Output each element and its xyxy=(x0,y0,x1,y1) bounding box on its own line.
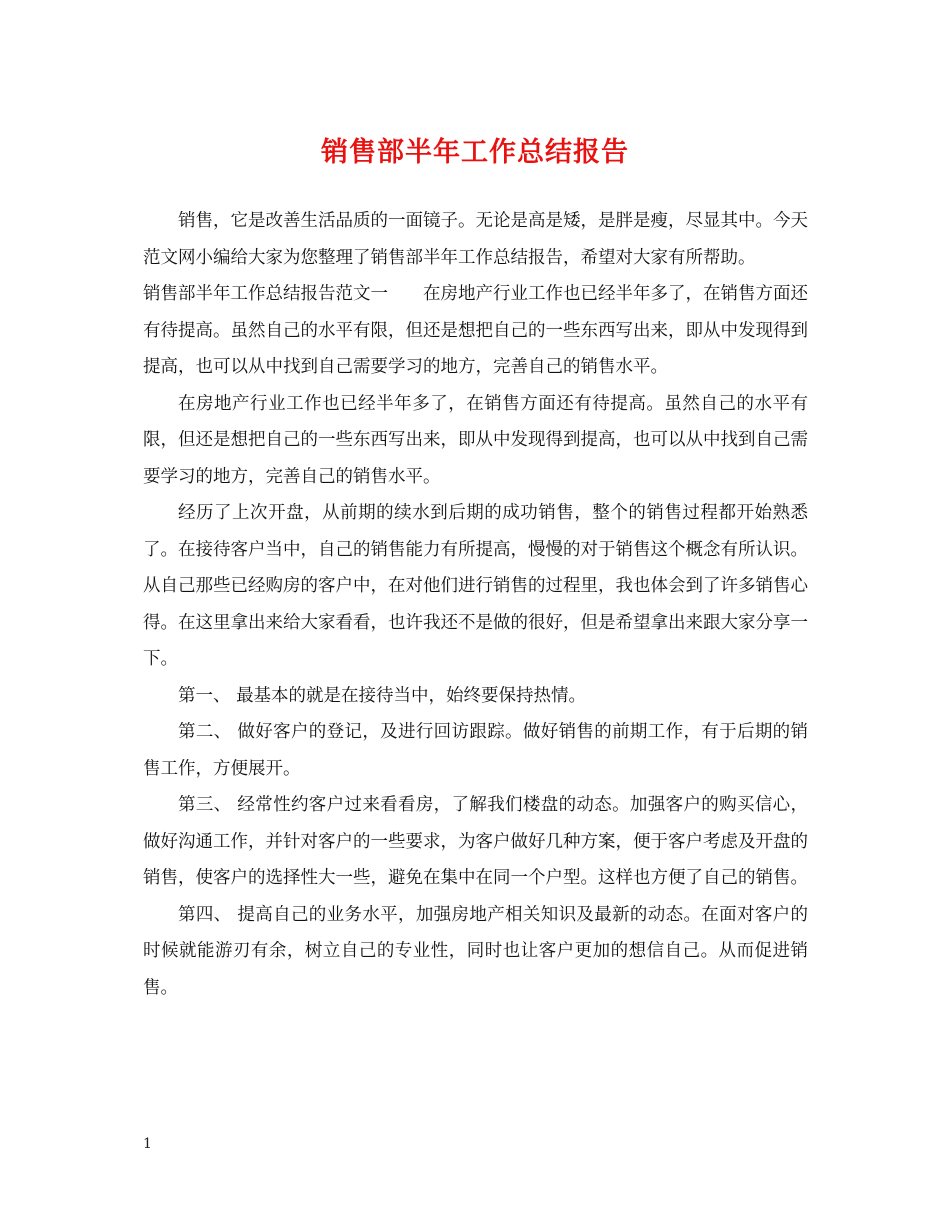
body-paragraph: 在房地产行业工作也已经半年多了，在销售方面还有待提高。虽然自己的水平有限，但还是想把自己的一些东西写出来，即从中发现得到提高，也可以从中找到自己需要学习的地方，完善自己的销售水平。 xyxy=(143,393,808,487)
section-lead: 在房地产行业工作也已经半年多了，在销售方面还有待提高。虽然自己的水平有限，但还是想把自己的一些东西写出来，即从中发现得到提高，也可以从中找到自己需要学习的地方，完善自己的销售水平。 xyxy=(143,284,808,377)
body-paragraph: 经历了上次开盘，从前期的续水到后期的成功销售，整个的销售过程都开始熟悉了。在接待客户当中，自己的销售能力有所提高，慢慢的对于销售这个概念有所认识。从自己那些已经购房的客户中，在对他们进行销售的过程里，我也体会到了许多销售心得。在这里拿出来给大家看看，也许我还不是做的很好，但是希望拿出来跟大家分享一下。 xyxy=(143,503,808,669)
section-heading: 销售部半年工作总结报告范文一 xyxy=(143,284,388,304)
list-item-second: 第二、 做好客户的登记，及进行回访跟踪。做好销售的前期工作，有于后期的销售工作，方便展开。 xyxy=(143,722,808,779)
page-number: 1 xyxy=(143,1136,152,1152)
document-body xyxy=(143,203,808,1006)
intro-paragraph: 销售，它是改善生活品质的一面镜子。无论是高是矮，是胖是瘦，尽显其中。今天范文网小编给大家为您整理了销售部半年工作总结报告，希望对大家有所帮助。 xyxy=(143,211,808,268)
list-item-first: 第一、 最基本的就是在接待当中，始终要保持热情。 xyxy=(178,685,587,706)
list-item-fourth: 第四、 提高自己的业务水平，加强房地产相关知识及最新的动态。在面对客户的时候就能游刃有余，树立自己的专业性，同时也让客户更加的想信自己。从而促进销售。 xyxy=(143,904,808,998)
list-item-third: 第三、 经常性约客户过来看看房，了解我们楼盘的动态。加强客户的购买信心，做好沟通工作，并针对客户的一些要求，为客户做好几种方案，便于客户考虑及开盘的销售，使客户的选择性大一些，避免在集中在同一个户型。这样也方便了自己的销售。 xyxy=(143,795,808,888)
section-paragraph xyxy=(143,276,808,386)
document-title: 销售部半年工作总结报告 xyxy=(321,137,629,168)
